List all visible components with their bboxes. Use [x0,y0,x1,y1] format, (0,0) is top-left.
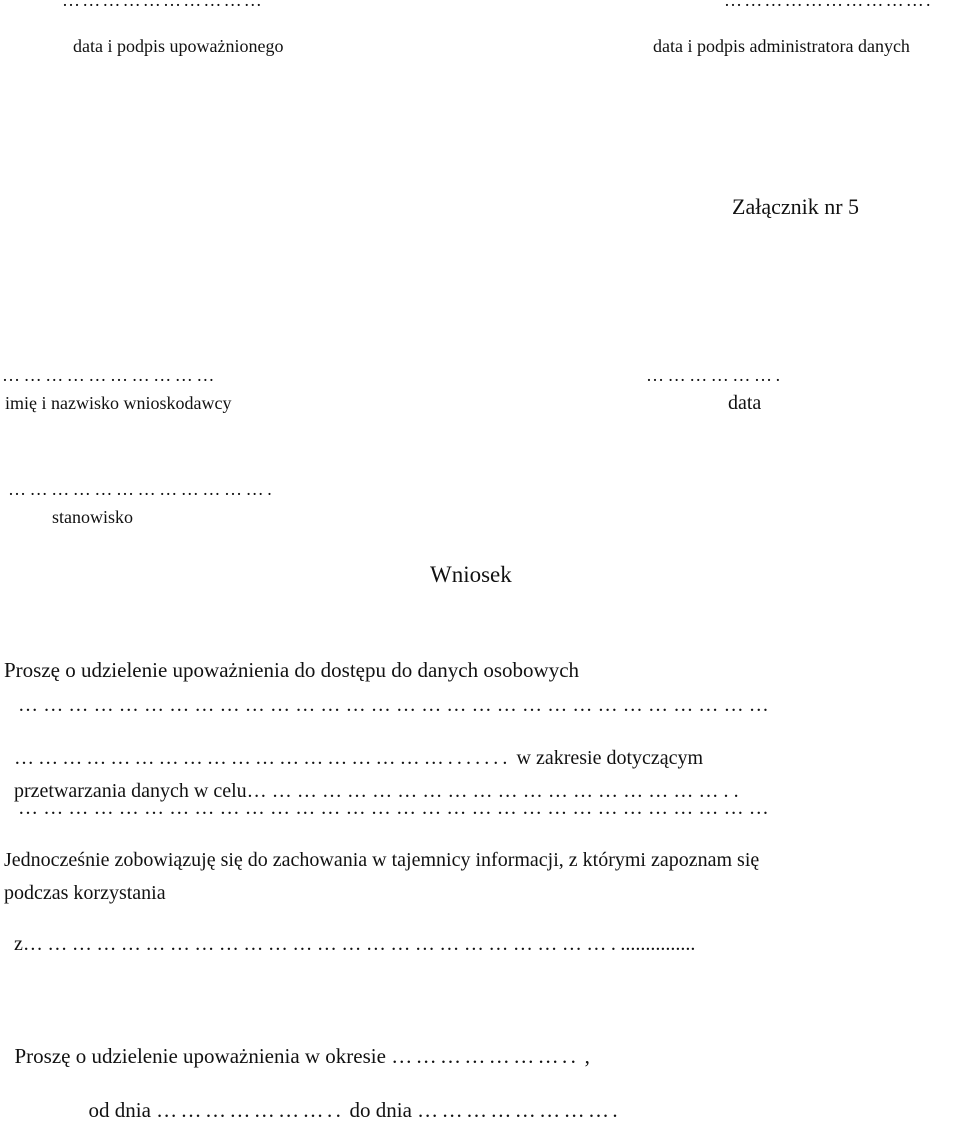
administrator-signature-label: data i podpis administratora danych [653,36,910,56]
top-right-signature-dots: …………………………. [724,0,933,10]
commitment-line-1: Jednocześnie zobowiązuję się do zachowania w tajemnicy informacji, z którymi zapoznam się [4,849,760,871]
to-label: do dnia [344,1098,418,1122]
position-label: stanowisko [52,507,133,527]
scope-dots: ………………………………………………....... [14,747,512,769]
commitment-dots: ………………………………………………………………. [22,933,621,955]
applicant-name-label: imię i nazwisko wnioskodawcy [5,393,232,413]
period-comma: , [579,1044,590,1068]
date-label: data [728,392,762,414]
from-dots: ………………….. [156,1098,345,1122]
document-heading: Wniosek [430,562,512,587]
purpose-line [4,761,744,801]
period-dots: ………………….. [391,1044,580,1068]
authorized-signature-label: data i podpis upoważnionego [73,36,284,56]
dates-line [78,1079,621,1121]
date-dots: ………………. [646,365,784,385]
from-label: od dnia [88,1098,157,1122]
attachment-title: Załącznik nr 5 [732,194,860,219]
purpose-text: przetwarzania danych w celu [14,780,247,802]
period-text: Proszę o udzielenie upoważnienia w okresie [14,1044,392,1068]
commitment-line-2: podczas korzystania [4,882,166,904]
scope-text: w zakresie dotyczącym [511,747,704,769]
top-left-signature-dots: ………………………… [62,0,264,10]
dots-line-1: ……………………………………………………………………………… [18,694,774,716]
commitment-line-3 [4,914,695,954]
dots-line-3: ……………………………………………………………………………… [18,797,774,819]
position-dots: ………………………………. [8,479,276,499]
request-line: Proszę o udzielenie upoważnienia do dostępu do danych osobowych [4,658,580,682]
purpose-dots: ………………………………………………….. [246,780,744,802]
commitment-tail: ............... [620,933,696,955]
commitment-z: z [14,933,23,955]
applicant-name-dots: ………………………… [2,365,218,385]
to-dots: ……………………. [417,1098,622,1122]
period-line [4,1025,590,1067]
